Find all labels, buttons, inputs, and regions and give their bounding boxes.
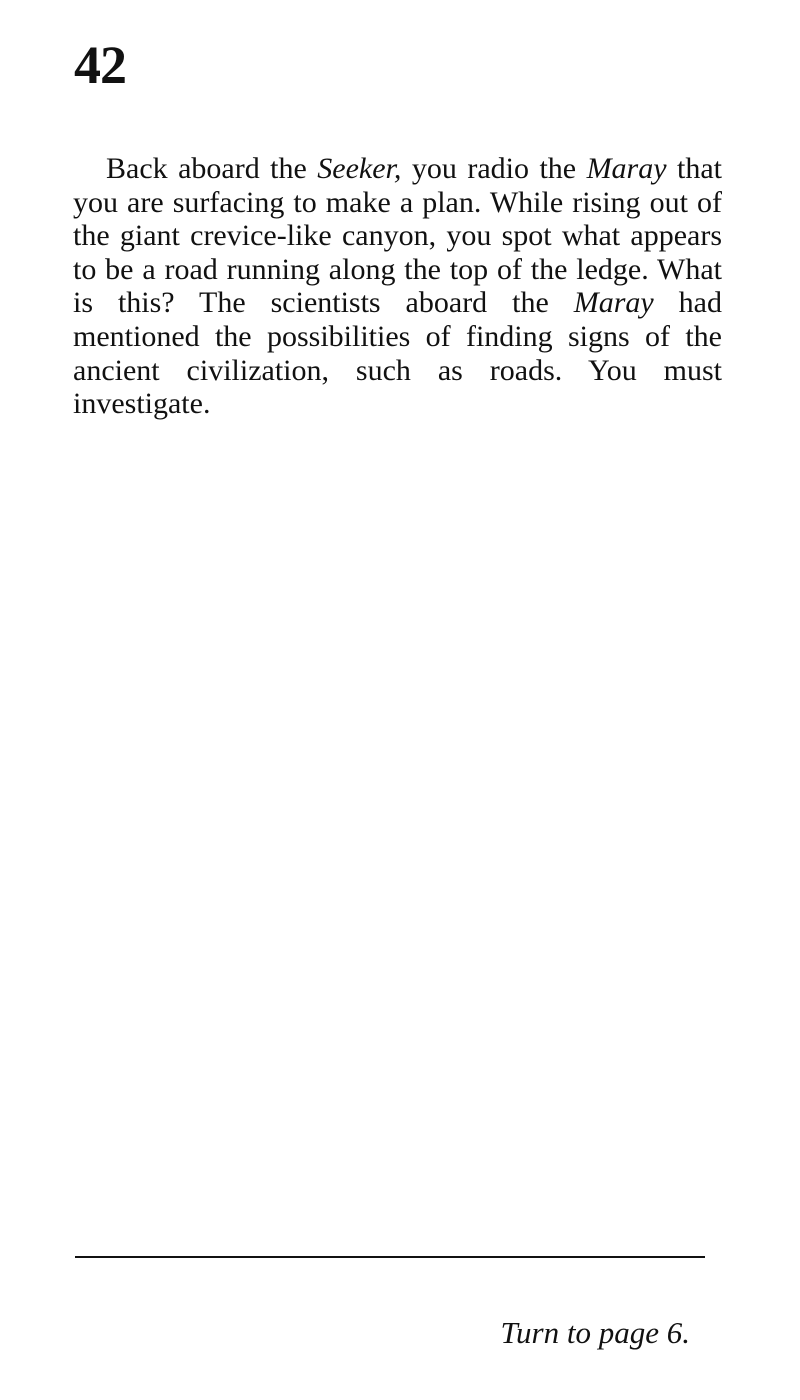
story-text-segment: had mentioned the possibilities of finding signs of the ancient civilization, such as roads. You must investigate. [73, 286, 722, 421]
story-paragraph [73, 152, 722, 421]
turn-to-page-instruction: Turn to page 6. [500, 1315, 690, 1350]
divider-line [75, 1256, 705, 1258]
page-number: 42 [74, 35, 126, 95]
story-text-segment: Back aboard the [106, 152, 318, 185]
ship-name-seeker: Seeker, [317, 152, 402, 185]
ship-name-maray: Maray [573, 286, 654, 320]
ship-name-maray: Maray [586, 152, 667, 185]
story-text-segment: that you are surfacing to make a plan. While rising out of the giant crevice-like canyon, you spot what appears to be a road running along the top of the ledge. What is this? The scientists aboard the [73, 152, 722, 320]
story-text-segment: you radio the [401, 152, 587, 185]
